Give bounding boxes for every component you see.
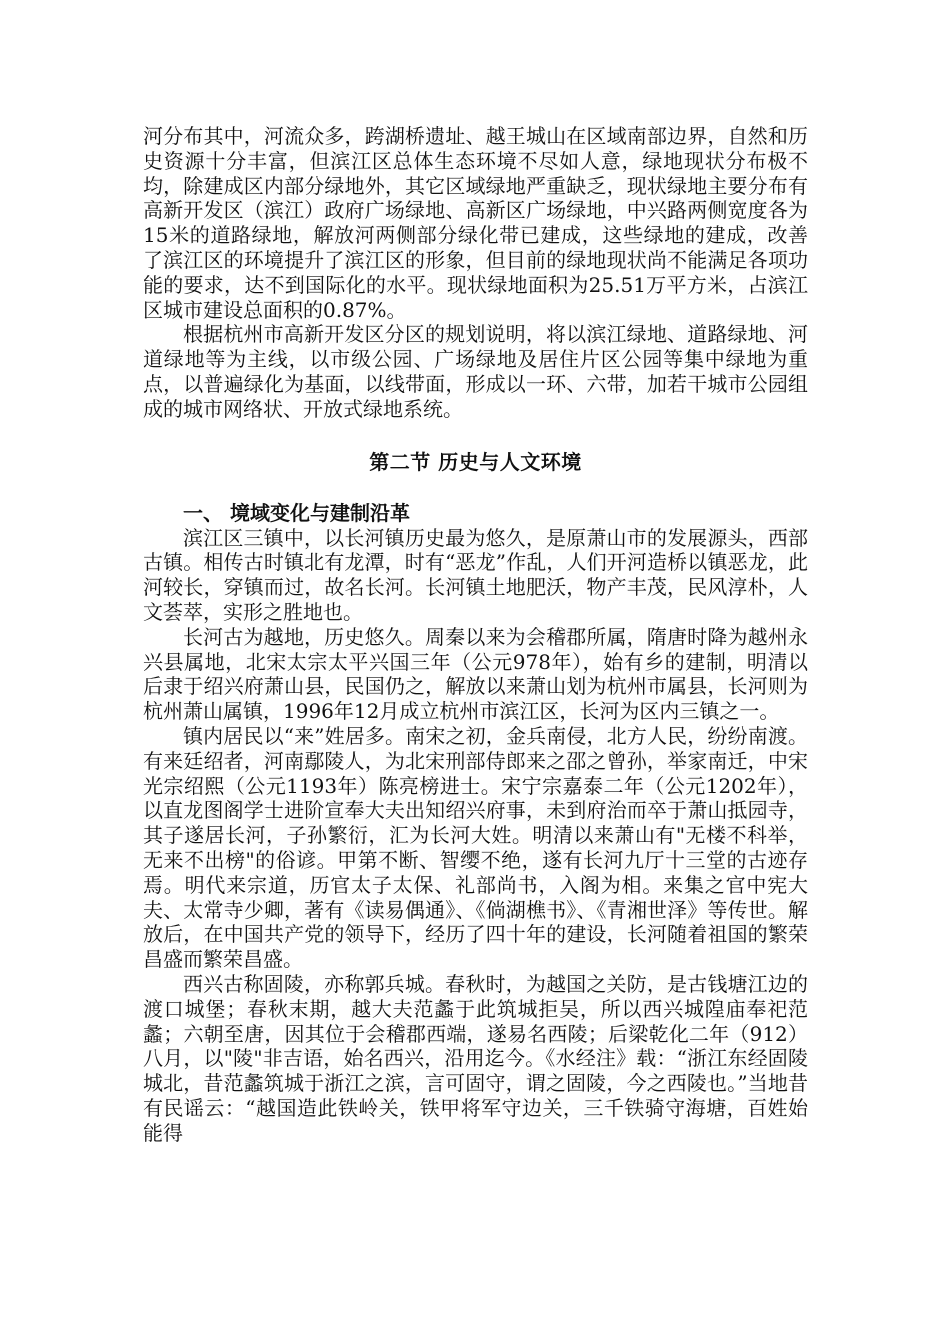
body-paragraph-3: 镇内居民以“来”姓居多。南宋之初，金兵南侵，北方人民，纷纷南渡。有来廷绍者，河南鄢陵人，为北宋刑部侍郎来之邵之曾孙，举家南迁，中宋光宗绍熙（公元1193年）陈亮榜进士。宋宁宗嘉泰二年（公元1202年），以直龙图阁学士进阶宣奉大夫出知绍兴府事，未到府治而卒于萧山抵园寺，其子遂居长河，子孙繁衍，汇为长河大姓。明清以来萧山有"无楼不科举，无来不出榜"的俗谚。甲第不断、智缨不绝，遂有长河九厅十三堂的古迹存焉。明代来宗道，历官太子太保、礼部尚书，入阁为相。来集之官中宪大夫、太常寺少卿，著有《读易偶通》、《倘湖樵书》、《青湘世泽》等传世。解放后，在中国共产党的领导下，经历了四十年的建设，长河随着祖国的繁荣昌盛而繁荣昌盛。 xyxy=(143,723,808,972)
body-paragraph-2: 长河古为越地，历史悠久。周秦以来为会稽郡所属，隋唐时降为越州永兴县属地，北宋太宗太平兴国三年（公元978年），始有乡的建制，明清以后隶于绍兴府萧山县，民国仍之，解放以来萧山划为杭州市属县，长河则为杭州萧山属镇，1996年12月成立杭州市滨江区，长河为区内三镇之一。 xyxy=(143,624,808,724)
document-page xyxy=(143,124,808,1145)
subsection-title: 一、 境域变化与建制沿革 xyxy=(183,500,410,525)
section-title: 第二节 历史与人文环境 xyxy=(369,449,582,474)
body-paragraph-4: 西兴古称固陵，亦称郭兵城。春秋时，为越国之关防，是古钱塘江边的渡口城堡；春秋末期，越大夫范蠡于此筑城拒吴，所以西兴城隍庙奉祀范蠡；六朝至唐，因其位于会稽郡西端，遂易名西陵；后梁乾化二年（912）八月，以"陵"非吉语，始名西兴，沿用迄今。《水经注》载：“浙江东经固陵城北，昔范蠡筑城于浙江之滨，言可固守，谓之固陵，今之西陵也。”当地昔有民谣云：“越国造此铁岭关，铁甲将军守边关，三千铁骑守海塘，百姓始能得 xyxy=(143,971,808,1145)
body-paragraph-1: 滨江区三镇中，以长河镇历史最为悠久，是原萧山市的发展源头，西部古镇。相传古时镇北有龙潭，时有“恶龙”作乱，人们开河造桥以镇恶龙，此河较长，穿镇而过，故名长河。长河镇土地肥沃，物产丰茂，民风淳朴，人文荟萃，实形之胜地也。 xyxy=(143,525,808,624)
intro-paragraph-1: 河分布其中，河流众多，跨湖桥遗址、越王城山在区域南部边界，自然和历史资源十分丰富，但滨江区总体生态环境不尽如人意，绿地现状分布极不均，除建成区内部分绿地外，其它区域绿地严重缺乏，现状绿地主要分布有高新开发区（滨江）政府广场绿地、高新区广场绿地，中兴路两侧宽度各为15米的道路绿地，解放河两侧部分绿化带已建成，这些绿地的建成，改善了滨江区的环境提升了滨江区的形象，但目前的绿地现状尚不能满足各项功能的要求，达不到国际化的水平。现状绿地面积为25.51万平方米，占滨江区城市建设总面积的0.87%。 xyxy=(143,124,808,322)
intro-paragraph-2: 根据杭州市高新开发区分区的规划说明，将以滨江绿地、道路绿地、河道绿地等为主线，以市级公园、广场绿地及居住片区公园等集中绿地为重点，以普遍绿化为基面，以线带面，形成以一环、六带，加若干城市公园组成的城市网络状、开放式绿地系统。 xyxy=(143,322,808,421)
